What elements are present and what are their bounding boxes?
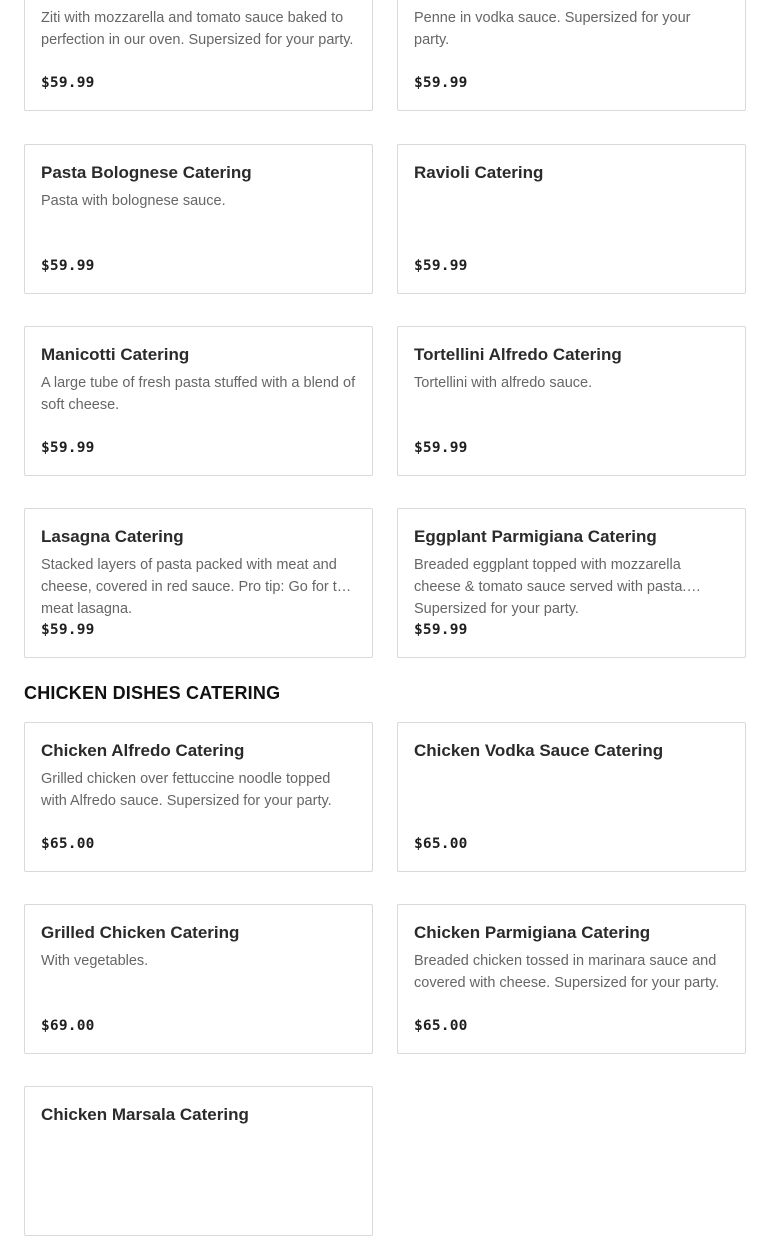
menu-item-card[interactable] [24, 508, 373, 658]
menu-item-title: Manicotti Catering [41, 345, 190, 364]
menu-item-title: Tortellini Alfredo Catering [414, 345, 622, 364]
menu-item-price: $65.00 [414, 836, 468, 852]
menu-item-description: With vegetables. [41, 953, 149, 969]
menu-item-card[interactable] [24, 1086, 373, 1236]
menu-item-card[interactable] [397, 326, 746, 476]
menu-item-card[interactable] [397, 904, 746, 1054]
menu-item-description: Stacked layers of pasta packed with meat and cheese, covered in red sauce. Pro tip: Go for the meat lasagna. [41, 557, 353, 617]
menu-item-description: Breaded chicken tossed in marinara sauce and covered with cheese. Supersized for your party. [414, 953, 720, 991]
menu-item-price: $59.99 [414, 622, 468, 638]
menu-item-price: $59.99 [41, 258, 95, 274]
menu-item-description: A large tube of fresh pasta stuffed with a blend of soft cheese. [41, 375, 356, 413]
menu-item-title: Ravioli Catering [414, 163, 544, 182]
menu-item-card[interactable] [397, 722, 746, 872]
menu-item-price: $59.99 [414, 258, 468, 274]
menu-item-title: Grilled Chicken Catering [41, 923, 240, 942]
menu-item-price: $59.99 [414, 440, 468, 456]
menu-item-card[interactable] [24, 144, 373, 294]
menu-item-price: $59.99 [41, 440, 95, 456]
menu-item-title: Pasta Bolognese Catering [41, 163, 252, 182]
menu-item-price: $59.99 [41, 75, 95, 91]
menu-item-description: Ziti with mozzarella and tomato sauce baked to perfection in our oven. Supersized for your party. [41, 10, 354, 48]
menu-item-title: Chicken Marsala Catering [41, 1105, 249, 1124]
menu-item-card[interactable] [24, 904, 373, 1054]
menu-item-card[interactable] [24, 0, 373, 111]
menu-item-card[interactable] [397, 144, 746, 294]
menu-item-price: $59.99 [414, 75, 468, 91]
menu-item-price: $69.00 [41, 1018, 95, 1034]
menu-item-card[interactable] [24, 722, 373, 872]
menu-item-price: $59.99 [41, 622, 95, 638]
menu-item-description: Pasta with bolognese sauce. [41, 193, 226, 209]
menu-item-title: Lasagna Catering [41, 527, 184, 546]
menu-item-card[interactable] [397, 508, 746, 658]
menu-item-price: $65.00 [41, 836, 95, 852]
menu-item-title: Chicken Alfredo Catering [41, 741, 245, 760]
menu-item-description: Grilled chicken over fettuccine noodle topped with Alfredo sauce. Supersized for your party. [41, 771, 332, 809]
menu-item-description: Tortellini with alfredo sauce. [414, 375, 593, 391]
menu-item-card[interactable] [24, 326, 373, 476]
menu-item-card[interactable] [397, 0, 746, 111]
menu-item-title: Chicken Parmigiana Catering [414, 923, 651, 942]
menu-item-description: Penne in vodka sauce. Supersized for your party. [414, 10, 691, 48]
menu-item-price: $65.00 [414, 1018, 468, 1034]
menu-item-description: Breaded eggplant topped with mozzarella cheese & tomato sauce served with pasta. Supersized for your party. [414, 557, 687, 617]
menu-item-title: Eggplant Parmigiana Catering [414, 527, 657, 546]
menu-item-title: Chicken Vodka Sauce Catering [414, 741, 664, 760]
section-heading: CHICKEN DISHES CATERING [24, 683, 281, 703]
